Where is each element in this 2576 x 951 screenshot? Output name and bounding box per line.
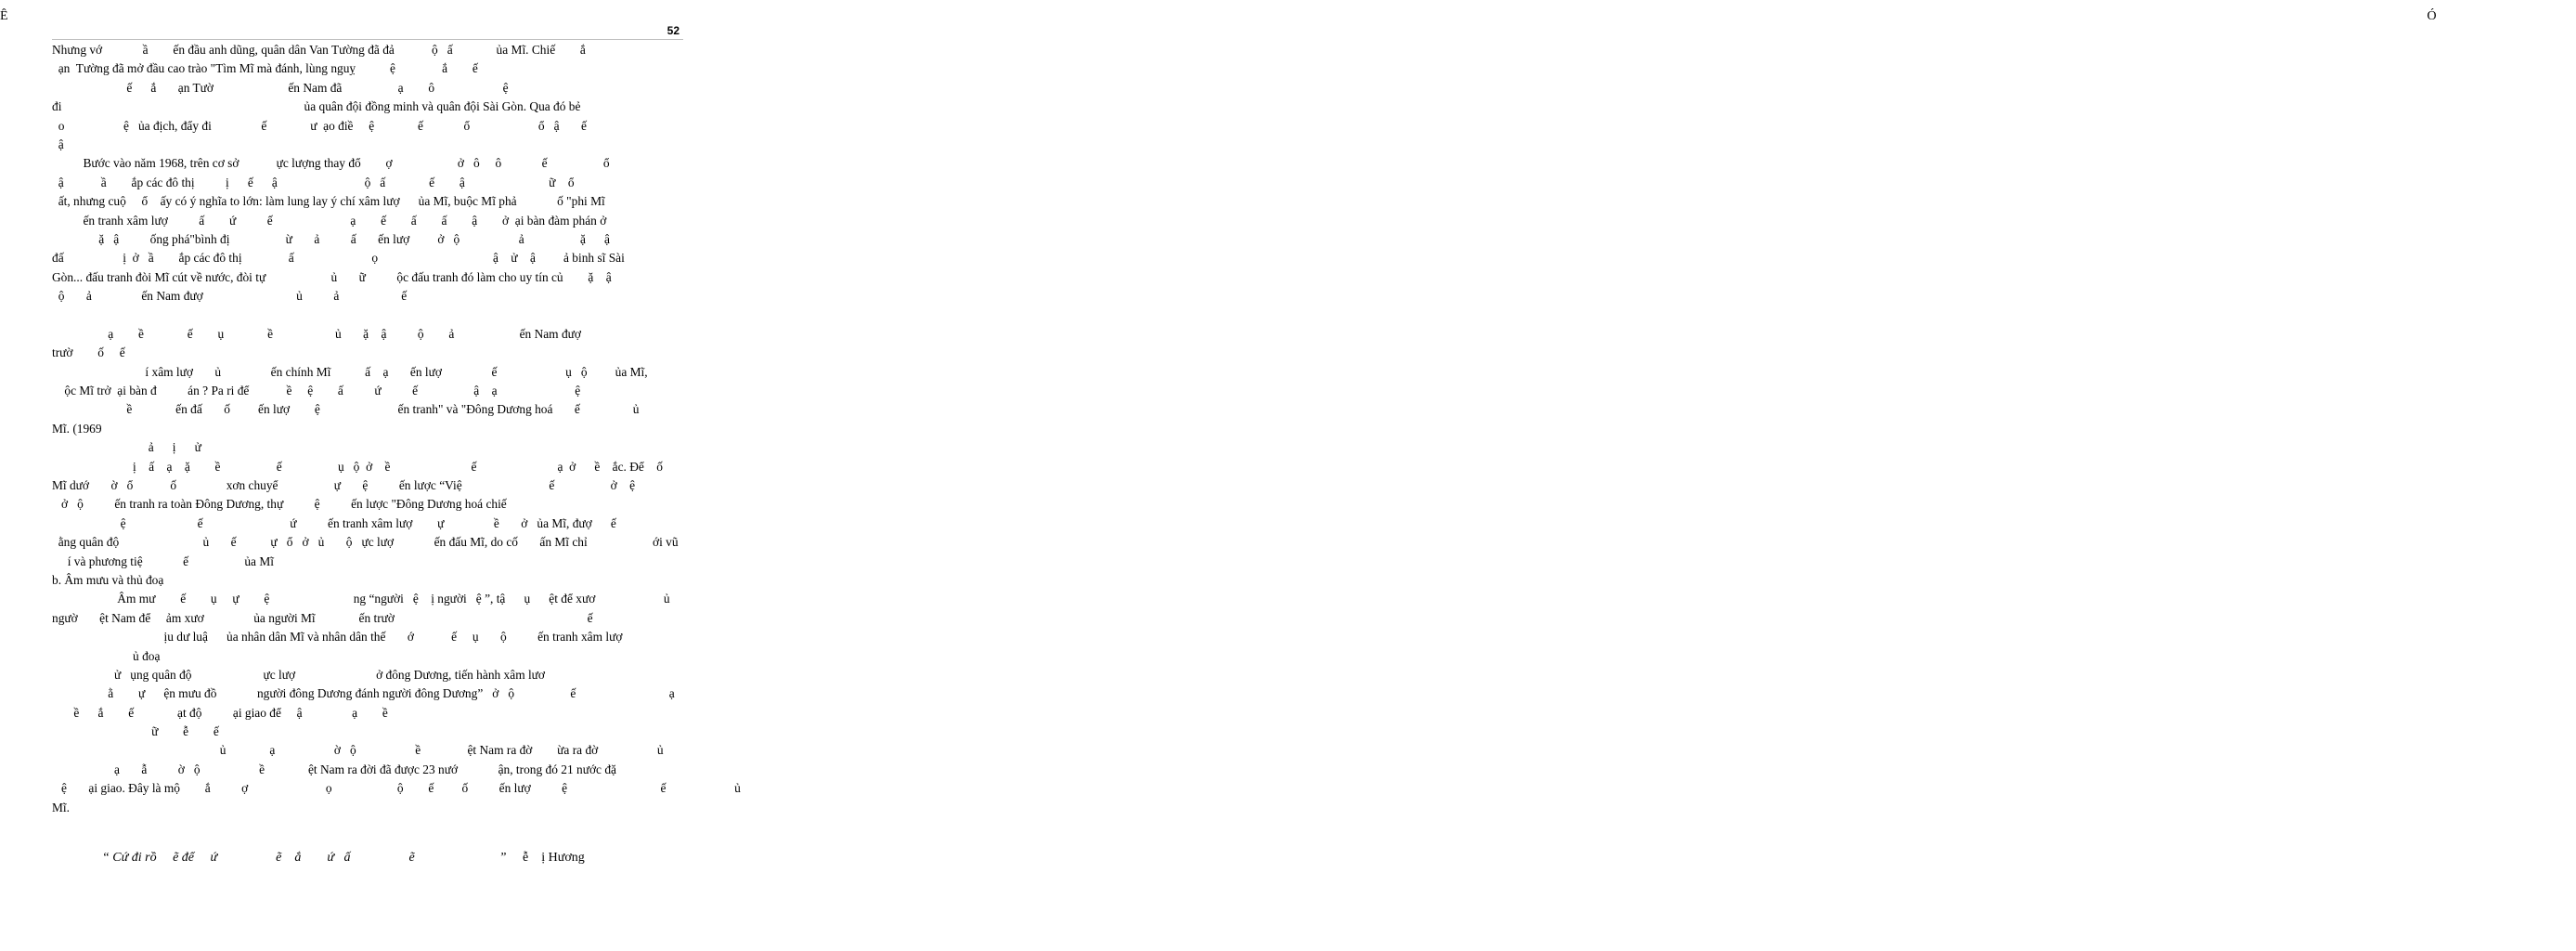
text-line: ế ắ ạn Tườ ến Nam đã ạ ô ệ	[52, 80, 509, 95]
text-line: ề ến đấ ố ến lượ ệ ến tranh" và "Đông Dương hoá ế ủ	[52, 402, 640, 417]
text-line: trườ ố ế	[52, 345, 125, 360]
text-line: ữ ễ ế	[52, 724, 219, 739]
text-line: ằng quân độ ủ ế ự ổ ở ủ ộ ực lượ ến đấu Mĩ, do cố ấn Mĩ chỉ ới vũ	[52, 535, 679, 550]
text-line: đi ủa quân đội đồng minh và quân đội Sài Gòn. Qua đó bẻ	[52, 99, 581, 114]
text-line: ị ấ ạ ặ ề ế ụ ộ ở ề ế ạ ở ề ắc. Để ố	[52, 459, 663, 474]
text-line: ến tranh xâm lượ ấ ứ ế ạ ế ấ ấ ậ ở ại bàn đàm phán ở	[52, 213, 607, 228]
text-line: ậ	[52, 137, 64, 151]
text-line: Mĩ.	[52, 800, 70, 814]
text-line: Gòn... đấu tranh đòi Mĩ cút về nước, đòi tự ủ ữ ộc đấu tranh đó làm cho uy tín củ ặ ậ	[52, 269, 612, 284]
text-line: đấ ị ở ầ ắp các đô thị ấ ọ ậ ử ậ ả binh sĩ Sài	[52, 251, 625, 266]
text-line: b. Âm mưu và thủ đoạ	[52, 572, 164, 587]
text-line: Nhưng vớ ầ ến đầu anh dũng, quân dân Van Tường đã đả ộ ấ ủa Mĩ. Chiế ắ	[52, 43, 586, 57]
text-line: í xâm lượ ủ ến chính Mĩ ấ ạ ến lượ ế ụ ộ ủa Mĩ,	[52, 364, 648, 379]
body-text	[52, 41, 741, 817]
text-line: í và phương tiệ ế ủa Mĩ	[52, 554, 274, 568]
text-line: ất, nhưng cuộ ổ ấy có ý nghĩa to lớn: làm lung lay ý chí xâm lượ ủa Mĩ, buộc Mĩ phả ố "phi Mĩ	[52, 194, 605, 209]
text-line: ộ ả ến Nam đượ ủ ả ế	[52, 289, 408, 304]
text-line: ủ ạ ờ ộ ề ệt Nam ra đờ ừa ra đờ ủ	[52, 743, 664, 758]
text-line: ạ ẫ ờ ộ ề ệt Nam ra đời đã được 23 nướ ận, trong đó 21 nước đặ	[52, 762, 616, 776]
text-line: Mĩ. (1969	[52, 421, 102, 436]
text-line: ề ắ ế ạt độ ại giao để ậ ạ ề	[52, 705, 388, 720]
text-line: Bước vào năm 1968, trên cơ sở ực lượng thay đổ ợ ở ô ô ế ổ	[52, 156, 610, 171]
text-line: o ệ ủa địch, đẩy đi ế ư ạo điề ệ ế ổ ổ ậ ế	[52, 118, 587, 133]
text-line: ậ ầ ắp các đô thị ị ế ậ ộ ấ ế ậ ữ ổ	[52, 175, 575, 189]
text-line	[52, 306, 683, 324]
text-line: Âm mư ế ụ ự ệ ng “người ệ ị người ệ ”, tậ ụ ệt để xươ ủ	[52, 592, 670, 606]
text-line: ằ ự ện mưu đồ người đông Dương đánh người đông Dương” ở ộ ế ạ	[52, 686, 675, 701]
quote-text: “ Cứ đi rồ ẽ để ứ ẽ ắ ứ ấ ẽ ”	[102, 851, 507, 865]
text-line: ịu dư luậ ủa nhân dân Mĩ và nhân dân thế ớ ế ụ ộ ến tranh xâm lượ	[52, 630, 623, 645]
running-header: Ê Ó	[0, 9, 2576, 23]
text-line: Mĩ dướ ờ ổ ố xơn chuyể ự ệ ến lược “Việ ế ở ệ	[52, 477, 636, 492]
text-line: ngườ ệt Nam để ảm xươ ủa người Mĩ ến trườ ế	[52, 610, 593, 625]
text-line: ộc Mĩ trở ại bàn đ án ? Pa ri để ề ệ ấ ứ ế ậ ạ ệ	[52, 384, 581, 398]
closing-quote	[89, 836, 665, 880]
text-line: ử ụng quân độ ực lượ ở đông Dương, tiến hành xâm lươ	[52, 667, 546, 682]
text-line: ở ộ ến tranh ra toàn Đông Dương, thự ệ ến lược "Đông Dương hoá chiế	[52, 497, 507, 512]
text-line: ả ị ử	[52, 440, 201, 455]
header-divider	[52, 39, 683, 40]
text-line: ủ đoạ	[52, 648, 161, 663]
quote-author: ễ ị Hương	[506, 851, 585, 865]
text-line: ặ ậ ống phá"bình đị ừ ả ấ ến lượ ở ộ ả ặ ậ	[52, 231, 610, 246]
text-line: ệ ại giao. Đây là mộ ắ ợ ọ ộ ế ố ến lượ ệ ế ủ	[52, 781, 741, 796]
text-line: ạ ề ế ụ ề ủ ặ ậ ộ ả ến Nam đượ	[52, 326, 581, 341]
text-line: ệ ế ứ ến tranh xâm lượ ự ề ở ủa Mĩ, đượ ế	[52, 515, 616, 530]
text-line: ạn Tường đã mở đầu cao trào "Tìm Mĩ mà đánh, lùng nguỵ ệ ắ ế	[52, 61, 478, 76]
page-number: 52	[667, 24, 680, 37]
